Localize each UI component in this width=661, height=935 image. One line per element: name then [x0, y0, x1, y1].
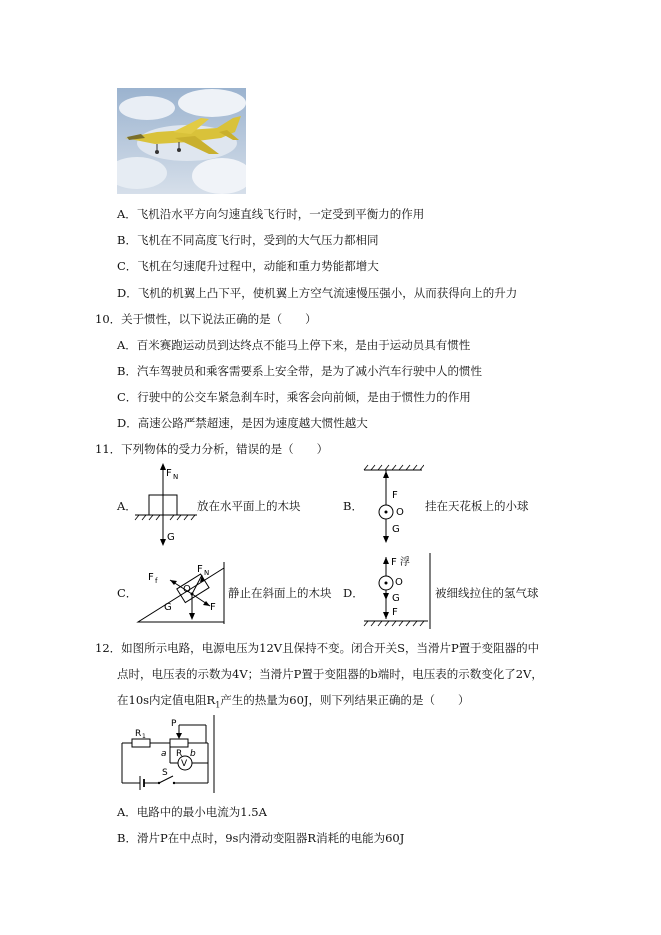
- q11-d-diagram: [362, 553, 434, 631]
- q9-option-d: D．飞机的机翼上凸下平，使机翼上方空气流速慢压强小，从而获得向上的升力: [117, 286, 518, 300]
- q11-b-o-label: O: [396, 507, 404, 518]
- q11-b-caption: 挂在天花板上的小球: [425, 499, 529, 513]
- q11-c-diagram: [134, 560, 229, 626]
- q12-option-a: A．电路中的最小电流为1.5A: [117, 805, 267, 819]
- fighter-jet-photo: [117, 88, 246, 194]
- q11-d-o-label: O: [395, 577, 403, 588]
- q10-option-d: D．高速公路严禁超速，是因为速度越大惯性越大: [117, 416, 368, 430]
- q12-option-b: B．滑片P在中点时，9s内滑动变阻器R消耗的电能为60J: [117, 831, 405, 845]
- q12-v-label: V: [181, 759, 188, 769]
- q11-d-ffu-label: F 浮: [391, 557, 410, 568]
- q12-stem-line2: 点时，电压表的示数为4V；当滑片P置于变阻器的b端时，电压表的示数变化了2V，: [117, 667, 543, 681]
- q12-r-label: R: [176, 749, 183, 759]
- q11-c-ff-sub: f: [155, 577, 158, 585]
- q11-a-g-label: G: [167, 532, 175, 543]
- q12-r1-label: R: [135, 729, 142, 739]
- q11-c-caption: 静止在斜面上的木块: [228, 586, 332, 600]
- q11-c-fn-sub: N: [204, 569, 210, 577]
- q10-option-a: A．百米赛跑运动员到达终点不能马上停下来，是由于运动员具有惯性: [117, 338, 471, 352]
- q10-option-c: C．行驶中的公交车紧急刹车时，乘客会向前倾，是由于惯性力的作用: [117, 390, 471, 404]
- q11-b-f-label: F: [392, 490, 398, 501]
- q9-option-b: B．飞机在不同高度飞行时，受到的大气压力都相同: [117, 233, 379, 247]
- q11-d-f-label: F: [392, 607, 398, 618]
- q12-a-label: a: [161, 749, 167, 759]
- q11-b-diagram: [362, 462, 424, 546]
- q11-d-g-label: G: [392, 593, 400, 604]
- q10-option-b: B．汽车驾驶员和乘客需要系上安全带，是为了减小汽车行驶中人的惯性: [117, 364, 482, 378]
- q10-stem: 10．关于惯性，以下说法正确的是（ ）: [95, 312, 317, 326]
- q11-c-letter: C．: [117, 586, 138, 600]
- q11-c-fn-label: F: [197, 564, 203, 575]
- q11-a-fn-label: F: [166, 468, 172, 479]
- q12-stem-line1: 12．如图所示电路，电源电压为12V且保持不变。闭合开关S，当滑片P置于变阻器的中: [95, 641, 540, 655]
- q9-option-a: A．飞机沿水平方向匀速直线飞行时，一定受到平衡力的作用: [117, 207, 425, 221]
- q11-a-letter: A．: [117, 499, 137, 513]
- q11-a-diagram: [133, 460, 199, 550]
- q11-b-g-label: G: [392, 524, 400, 535]
- q12-b-label: b: [190, 749, 196, 759]
- q11-c-ff-label: F: [148, 572, 154, 583]
- q12-stem-line3: 在10s内定值电阻$R_1$产生的热量为60J，则下列结果正确的是（ ）: [117, 693, 470, 710]
- q11-c-o-label: O: [183, 584, 191, 595]
- q12-r1-sub: 1: [142, 733, 146, 740]
- q11-c-g-label: G: [164, 602, 172, 613]
- q11-d-letter: D．: [343, 586, 364, 600]
- q11-b-letter: B．: [343, 499, 363, 513]
- q12-p-label: P: [171, 719, 177, 729]
- q9-option-c: C．飞机在匀速爬升过程中，动能和重力势能都增大: [117, 259, 379, 273]
- q11-a-fn-sub: N: [173, 473, 179, 481]
- q11-d-caption: 被细线拉住的氢气球: [435, 586, 539, 600]
- q11-a-caption: 放在水平面上的木块: [197, 499, 301, 513]
- q11-stem: 11．下列物体的受力分析，错误的是（ ）: [95, 442, 329, 456]
- q11-c-f-label: F: [210, 602, 216, 613]
- q12-circuit-diagram: [118, 713, 222, 795]
- q12-s-label: S: [162, 768, 168, 778]
